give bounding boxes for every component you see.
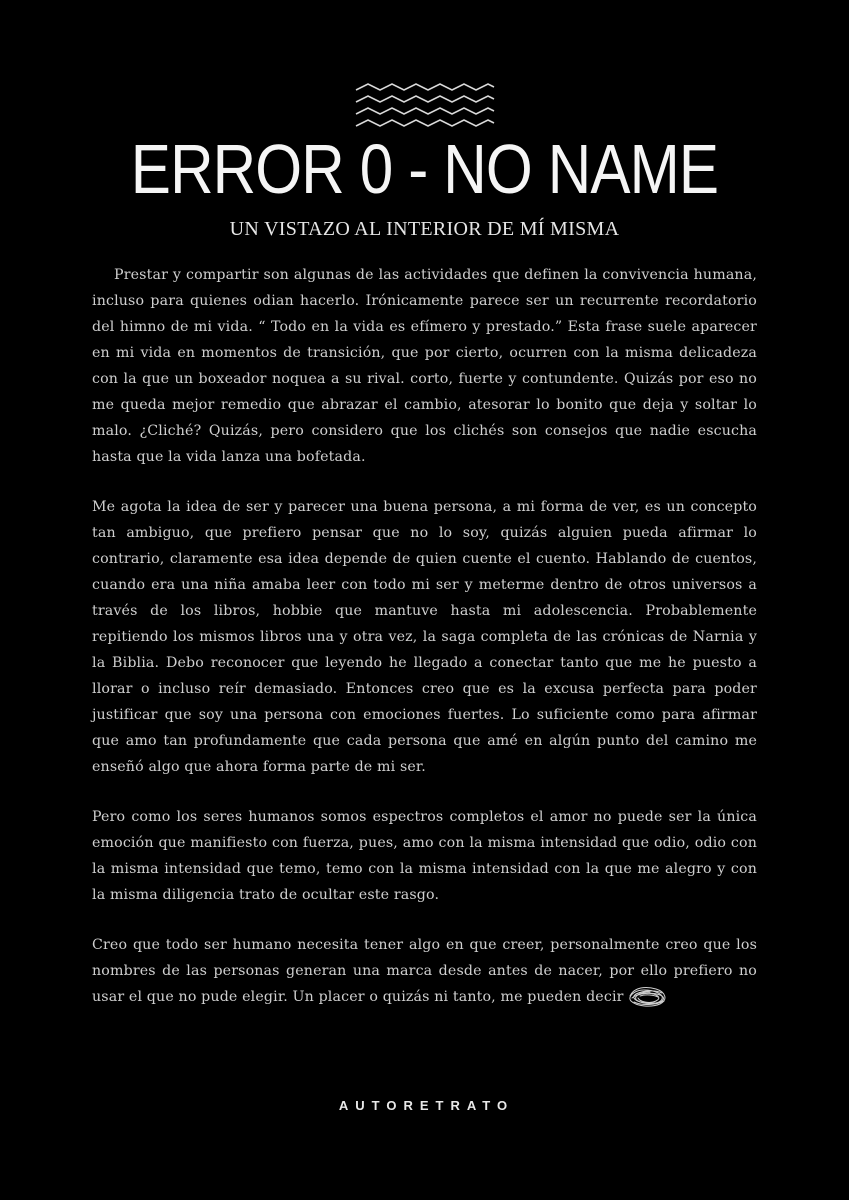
page-subtitle: UN VISTAZO AL INTERIOR DE MÍ MISMA (229, 218, 620, 240)
paragraph-4-text: Creo que todo ser humano necesita tener algo en que creer, personalmente creo que los nombres de las personas generan una marca desde antes de nacer, por ello prefiero no usar el que no pude elegir. Un placer o quizás ni tanto, me pueden decir (92, 937, 757, 1005)
paragraph-3: Pero como los seres humanos somos espectros completos el amor no puede ser la única emoción que manifiesto con fuerza, pues, amo con la misma intensidad que odio, odio con la misma intensidad que temo, temo con la misma intensidad con la que me alegro y con la misma diligencia trato de ocultar este rasgo. (92, 809, 757, 903)
zigzag-ornament-icon (354, 82, 496, 130)
body-text (92, 262, 757, 1010)
paragraph-1: Prestar y compartir son algunas de las actividades que definen la convivencia humana, incluso para quienes odian hacerlo. Irónicamente parece ser un recurrente recordatorio del himno de mi vida. “ Todo en la vida es efímero y prestado.” Esta frase suele aparecer en mi vida en momentos de transición, que por cierto, ocurren con la misma delicadeza con la que un boxeador noquea a su rival. corto, fuerte y contundente. Quizás por eso no me queda mejor remedio que abrazar el cambio, atesorar lo bonito que deja y soltar lo malo. ¿Cliché? Quizás, pero considero que los clichés son consejos que nadie escucha hasta que la vida lanza una bofetada. (92, 267, 757, 465)
footer-label: AUTORETRATO (338, 1098, 515, 1113)
scribble-icon (626, 984, 670, 1008)
paragraph-2: Me agota la idea de ser y parecer una buena persona, a mi forma de ver, es un concepto tan ambiguo, que prefiero pensar que no lo soy, quizás alguien pueda afirmar lo contrario, claramente esa idea depende de quien cuente el cuento. Hablando de cuentos, cuando era una niña amaba leer con todo mi ser y meterme dentro de otros universos a través de los libros, hobbie que mantuve hasta mi adolescencia. Probablemente repitiendo los mismos libros una y otra vez, la saga completa de las crónicas de Narnia y la Biblia. Debo reconocer que leyendo he llegado a conectar tanto que me he puesto a llorar o incluso reír demasiado. Entonces creo que es la excusa perfecta para poder justificar que soy una persona con emociones fuertes. Lo suficiente como para afirmar que amo tan profundamente que cada persona que amé en algún punto del camino me enseñó algo que ahora forma parte de mi ser. (92, 499, 757, 775)
page-title: ERROR 0 - NO NAME (130, 130, 719, 208)
paragraph-4 (92, 932, 757, 1010)
